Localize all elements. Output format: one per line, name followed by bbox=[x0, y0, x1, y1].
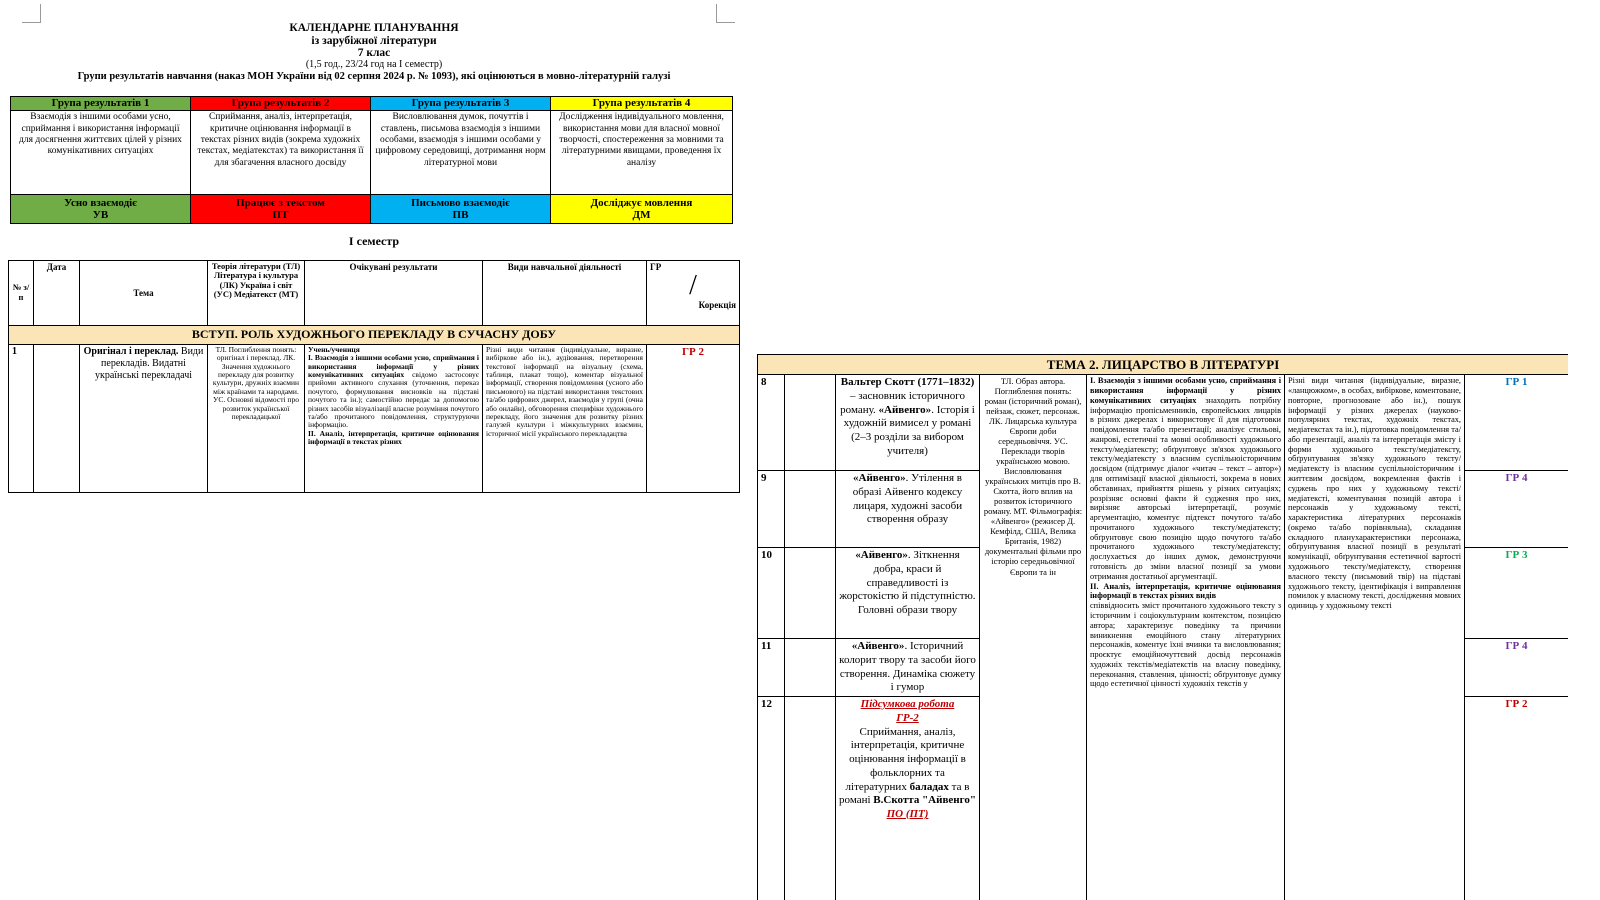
group-description-2: Сприймання, аналіз, інтерпретація, критичне оцінювання інформації в текстах різних видів (зокрема художніх текстах, медіатекстах) та використання її для збагачення власного досвіду bbox=[191, 111, 371, 195]
group-footer-label: Досліджує мовлення bbox=[590, 196, 693, 209]
results-p1-bold: І. Взаємодія з іншими особами усно, сприймання і використання інформації у різних комунікативних ситуаціях bbox=[308, 353, 479, 379]
row-date bbox=[785, 375, 836, 471]
topic-bold: Вальтер Скотт (1771–1832) bbox=[840, 376, 975, 389]
group-description-3: Висловлювання думок, почуттів і ставлень, письмова взаємодія з іншими особами, взаємодія з іншими особами у цифровому середовищі, дотримання норм літературної мови bbox=[371, 111, 551, 195]
topic-text: Види перекладів. Видатні українські перекладачі bbox=[94, 345, 204, 381]
correction-label: Корекція bbox=[698, 300, 736, 311]
group-footer-label: Усно взаємодіє bbox=[64, 196, 137, 209]
group-footer-code: ПВ bbox=[452, 209, 469, 221]
final-work-group: ГР-2 bbox=[896, 711, 919, 724]
group-header-3: Група результатів 3 bbox=[371, 97, 551, 111]
semester-title: І семестр bbox=[348, 234, 400, 248]
table-row bbox=[9, 344, 740, 492]
row-num: 8 bbox=[758, 375, 785, 471]
row-gr: ГР 3 bbox=[1465, 548, 1569, 639]
section-title: ВСТУП. РОЛЬ ХУДОЖНЬОГО ПЕРЕКЛАДУ В СУЧАСНУ ДОБУ bbox=[9, 326, 740, 345]
row-num: 11 bbox=[758, 639, 785, 697]
hours-label: (1,5 год., 23/24 год на І семестр) bbox=[305, 59, 443, 70]
topic-bold: «Айвенго» bbox=[878, 403, 932, 416]
section-title: ТЕМА 2. ЛИЦАРСТВО В ЛІТЕРАТУРІ bbox=[758, 355, 1569, 375]
row-num: 12 bbox=[758, 697, 785, 900]
row-gr: ГР 4 bbox=[1465, 639, 1569, 697]
group-header-4: Група результатів 4 bbox=[551, 97, 733, 111]
result-groups-table bbox=[10, 96, 733, 224]
row-activities: Різні види читання (індивідуальне, виразне, вибіркове або ін.), аудіювання, перетворення текстової інформації на візуальну (схема, таблиця, плакат тощо), коментар візуальної інформації, створення повідомлення (усного або письмового) на підставі використання текстових та/або цифрових джерел, взаємодія у групі (очна або онлайн), обговорення специфіки художнього перекладу, його значення для розвитку різних галузей культури і міжкультурних взаємин, історичної місії українського перекладацтва bbox=[483, 344, 647, 492]
plan-table-page-1 bbox=[8, 260, 740, 493]
results-title: Учень/учениця bbox=[308, 344, 360, 354]
row-gr: ГР 1 bbox=[1465, 375, 1569, 471]
row-num: 10 bbox=[758, 548, 785, 639]
results-p1-text: знаходить потрібну інформацію пропісьменників, європейських лицарів в різних джерелах і використовує її для підготовки повідомлення та/або презентації; аналізує стильові, жанрові, естетичні та мовні особливості художнього тексту/медіатексту; обґрунтовує зв'язок художнього тексту/медіатексту з власним суспільноісторичним досвідом (підтримує діалог «читач – текст – автор») для оптимізації власної діяльності, зокрема в нових обставинах, прийняття рішень у різних ситуаціях; розрізняє основні факти й судження про них, вирізняє авторські інтерпретації, розуміє аргументацію, коментує підтекст почутого та/або прочитаного художнього тексту/медіатексту; обґрунтовує свою позицію щодо почутого та/або прочитаного художнього тексту/медіатексту; дослухається до інших думок, демонструючи готовність до зміни власної позиції за умови отримання достатньої аргументації. bbox=[1090, 395, 1281, 581]
group-footer-label: Письмово взаємодіє bbox=[411, 196, 510, 209]
row-date bbox=[34, 344, 80, 492]
section-row bbox=[9, 326, 740, 345]
topic-bold: Оригінал і переклад. bbox=[83, 345, 179, 357]
row-num: 1 bbox=[9, 344, 34, 492]
page-2 bbox=[757, 354, 1568, 900]
topic-bold: В.Скотта "Айвенго" bbox=[873, 794, 976, 807]
col-gr-header bbox=[647, 261, 740, 326]
results-p1-text: свідомо застосовує прийоми активного слухання (уточнення, переказ почутого, формулювання висновків на підставі почутого та ін.); самостійно передає за допомогою різних засобів візуалізації власне розуміння почутого та/або прочитаного повідомлення, структуруючи інформацію. bbox=[308, 369, 479, 430]
group-footer-1 bbox=[11, 195, 191, 224]
row-topic bbox=[836, 471, 980, 548]
results-p2-bold: ІІ. Аналіз, інтерпретація, критичне оцінювання інформації в текстах різних bbox=[308, 428, 479, 447]
topic-text: . Утілення в образі Айвенго кодексу лицаря, художні засоби створення образу bbox=[852, 472, 963, 526]
group-footer-4 bbox=[551, 195, 733, 224]
groups-caption: Групи результатів навчання (наказ МОН України від 02 серпня 2024 р. № 1093), які оцінюються в мовно-літературній галузі bbox=[77, 71, 671, 82]
row-theory: ТЛ. Образ автора. Поглиблення понять: роман (історичний роман), пейзаж, сюжет, персонаж. ЛК. Лицарська культура Європи доби середньовіччя. УС. Переклади творів українською мовою. Висловлювання українських митців про В. Скотта, його вплив на розвиток історичного роману. МТ. Фільмографія: «Айвенго» (режисер Д. Кемфілд, США, Велика Британія, 1982) документальні фільми про історію середньовічної Європи та ін bbox=[980, 375, 1087, 900]
topic-bold: «Айвенго» bbox=[851, 640, 905, 653]
topic-text: та в романі bbox=[839, 780, 970, 807]
row-topic bbox=[836, 375, 980, 471]
topic-text: – засновник історичного роману. bbox=[840, 389, 965, 416]
plan-table-page-2 bbox=[757, 354, 1568, 900]
group-footer-label: Працює з текстом bbox=[236, 196, 325, 209]
row-results bbox=[305, 344, 483, 492]
topic-text: . Історичний колорит твору та засоби його створення. Динаміка сюжету і гумор bbox=[839, 640, 976, 694]
topic-bold: «Айвенго» bbox=[853, 472, 906, 485]
final-work-label: Підсумкова робота bbox=[860, 698, 955, 711]
row-date bbox=[785, 548, 836, 639]
group-description-4: Дослідження індивідуального мовлення, використання мови для власної мовної творчості, спостереження за мовними та літературними явищами, проведення їх аналізу bbox=[551, 111, 733, 195]
row-num: 9 bbox=[758, 471, 785, 548]
group-footer-code: УВ bbox=[92, 209, 109, 221]
group-description-1: Взаємодія з іншими особами усно, сприймання і використання інформації для досягнення життєвих цілей у різних комунікативних ситуаціях bbox=[11, 111, 191, 195]
row-date bbox=[785, 639, 836, 697]
page-1 bbox=[8, 20, 740, 498]
row-date bbox=[785, 697, 836, 900]
row-date bbox=[785, 471, 836, 548]
groups-description-row bbox=[11, 111, 733, 195]
col-activities-header: Види навчальної діяльності bbox=[483, 261, 647, 326]
group-footer-code: ДМ bbox=[632, 209, 651, 221]
group-footer-3 bbox=[371, 195, 551, 224]
results-p1-bold: І. Взаємодія з іншими особами усно, сприймання і використання інформації у різних комунікативних ситуаціях bbox=[1090, 376, 1281, 405]
slash-mark: / bbox=[689, 270, 697, 302]
final-work-code: ПО (ПТ) bbox=[886, 808, 929, 821]
row-gr: ГР 4 bbox=[1465, 471, 1569, 548]
results-p2-text: співвідносить зміст прочитаного художнього тексту з історичним і соціокультурним контекстом, позицією автора; характеризує поведінку та причини виникнення емоційного стану літературних персонажів, коментує їхні вчинки та висловлювання; проєктує емоційночуттєвий досвід персонажів художніх текстів/медіатекстів на власну поведінку, переконання, ставлення, цінності; обґрунтовує думку щодо естетичної цінності художніх текстів у bbox=[1090, 601, 1281, 689]
col-num-header: № з/п bbox=[9, 261, 34, 326]
col-topic-header: Тема bbox=[80, 261, 208, 326]
doc-title: КАЛЕНДАРНЕ ПЛАНУВАННЯ bbox=[289, 22, 459, 34]
row-gr: ГР 2 bbox=[1465, 697, 1569, 900]
row-results bbox=[1087, 375, 1285, 900]
row-topic bbox=[836, 697, 980, 900]
class-label: 7 клас bbox=[357, 47, 391, 59]
group-footer-code: ПТ bbox=[272, 209, 289, 221]
group-footer-2 bbox=[191, 195, 371, 224]
row-gr: ГР 2 bbox=[647, 344, 740, 492]
topic-bold: «Айвенго» bbox=[855, 549, 908, 562]
row-activities: Різні види читання (індивідуальне, виразне, «ланцюжком», в особах, вибіркове, коментоване, повторне, прогнозоване або ін.), пошук інформації у різних джерелах (науково-популярних текстах, художніх текстах, медіатекстах та ін.), підготовка повідомлення та/або презентації, аналіз та інтерпретація змісту і форми художнього тексту/медіатексту, обґрунтування зв'язку художнього тексту/медіатексту із власним суспільноісторичним і життєвим досвідом, вокремлення фактів і суджень про них у художньому тексті/медіатексті, коментування позицій автора і персонажів у художньому тексті, характеристика літературних персонажів (окремо та/або порівняльна), складання складного планухарактеристики персонажа, обґрунтування власної позиції в результаті комунікації, обґрунтування естетичної вартості художнього тексту/медіатексту, створення власного тексту (письмовий твір) на підставі художнього тексту, ідентифікація і виправлення помилок у власному тексті, дослідження мовних одиниць у художньому тексті bbox=[1285, 375, 1465, 900]
group-header-2: Група результатів 2 bbox=[191, 97, 371, 111]
row-theory: ТЛ. Поглиблення понять: оригінал і переклад. ЛК. Значення художнього перекладу для розвитку культури, дружніх взаємин між країнами та народами. УС. Основні відомості про розвиток української перекладацької bbox=[208, 344, 305, 492]
col-theory-header: Теорія літератури (ТЛ) Література і культура (ЛК) Україна і світ (УС) Медіатекст (МТ) bbox=[208, 261, 305, 326]
topic-text: . Історія і художній вимисел у романі (2–3 розділи за вибором учителя) bbox=[843, 403, 975, 457]
row-topic bbox=[836, 639, 980, 697]
topic-text: . Зіткнення добра, краси й справедливості із жорстокістю й підступністю. Головні образи твору bbox=[839, 549, 976, 617]
gr-label: ГР bbox=[650, 262, 662, 272]
group-header-1: Група результатів 1 bbox=[11, 97, 191, 111]
row-topic bbox=[80, 344, 208, 492]
doc-subtitle: із зарубіжної літератури bbox=[311, 35, 437, 47]
groups-footer-row bbox=[11, 195, 733, 224]
topic-text: Сприймання, аналіз, інтерпретація, критичне оцінювання інформації в фольклорних та літературних bbox=[845, 725, 966, 793]
groups-header-row bbox=[11, 97, 733, 111]
results-p2-bold: ІІ. Аналіз, інтерпретація, критичне оцінювання інформації в текстах різних видів bbox=[1090, 581, 1281, 601]
plan-header-row bbox=[9, 261, 740, 326]
row-topic bbox=[836, 548, 980, 639]
table-row bbox=[758, 375, 1569, 471]
col-date-header: Дата bbox=[34, 261, 80, 326]
topic-bold: баладах bbox=[909, 780, 949, 793]
col-results-header: Очікувані результати bbox=[305, 261, 483, 326]
section-row bbox=[758, 355, 1569, 375]
